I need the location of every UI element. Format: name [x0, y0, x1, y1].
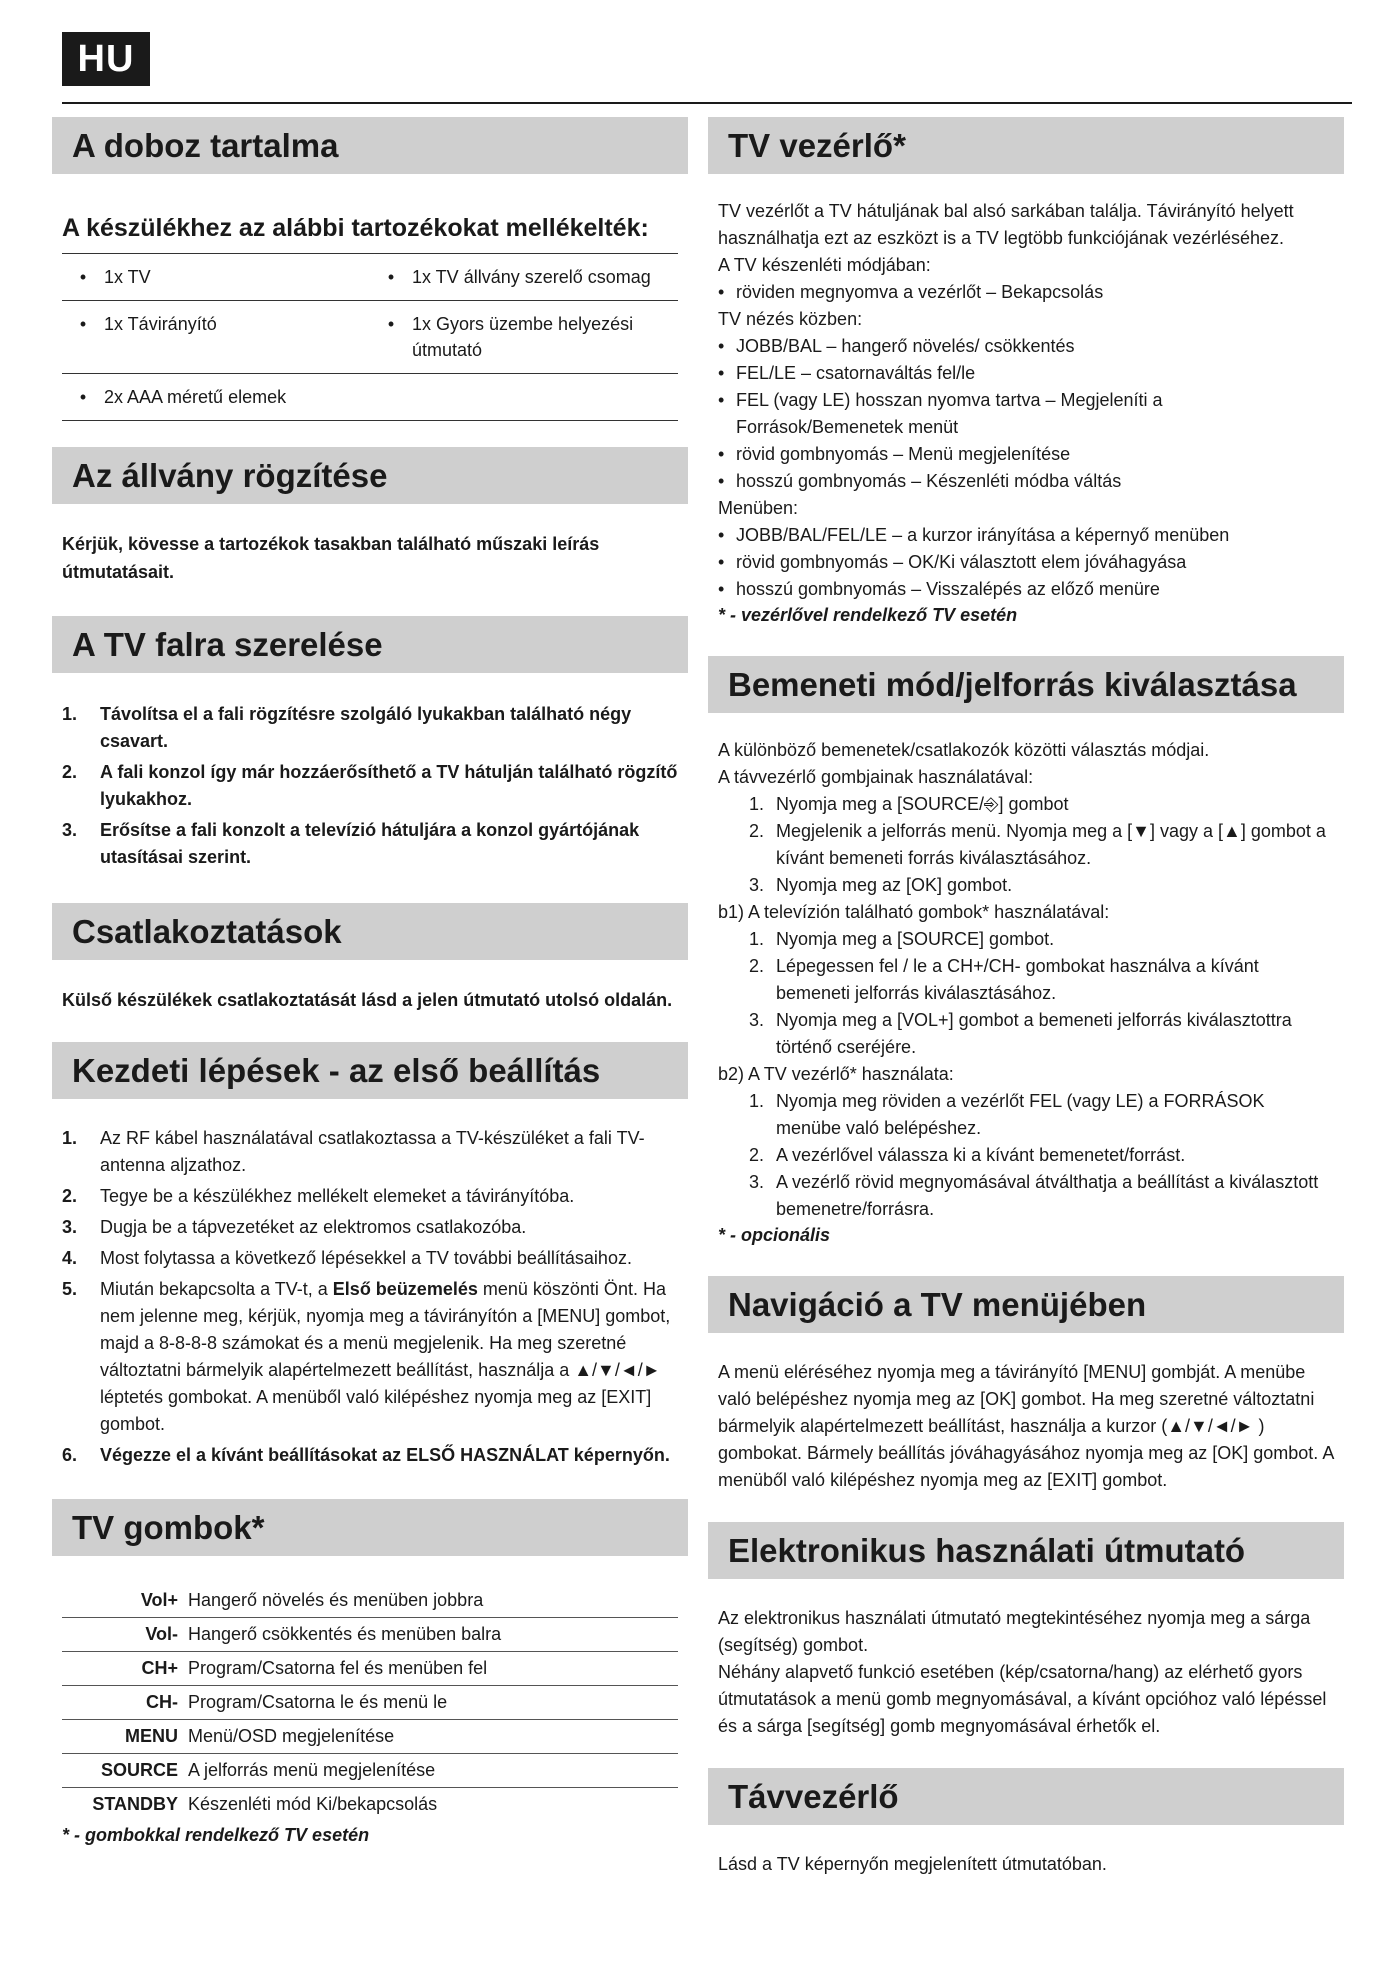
list-item: 2. A fali konzol így már hozzáerősíthető a TV hátulján található rögzítő lyukakhoz. [62, 762, 678, 809]
list-item: • rövid gombnyomás – OK/Ki választott elem jóváhagyása [718, 552, 1187, 572]
tv-buttons-note: * - gombokkal rendelkező TV esetén [62, 1825, 370, 1845]
table-row: • 1x Távirányító • 1x Gyors üzembe helyezési útmutató [62, 301, 678, 374]
list-item: 2. A vezérlővel válassza ki a kívánt bemenetet/forrást. [748, 1145, 1186, 1165]
list-item: • rövid gombnyomás – Menü megjelenítése [718, 444, 1071, 464]
tv-buttons-table [62, 1584, 678, 1821]
tv-controller-menu-heading: Menüben: [718, 498, 799, 518]
list-item: 2. Lépegessen fel / le a CH+/CH- gombokat használva a kívánt bemeneti jelforrás kiválasztásához. [748, 956, 1259, 1003]
box-contents-table [62, 253, 678, 421]
top-divider [62, 102, 1352, 104]
stand-text: Kérjük, kövesse a tartozékok tasakban található műszaki leírás útmutatásait. [62, 534, 600, 582]
table-row: Vol- Hangerő csökkentés és menüben balra [62, 1618, 678, 1652]
list-item: 2x AAA méretű elemek [104, 387, 287, 407]
table-row: CH+ Program/Csatorna fel és menüben fel [62, 1652, 678, 1686]
list-item: 1x TV állvány szerelő csomag [412, 267, 651, 287]
tv-buttons-heading: TV gombok* [52, 1499, 688, 1556]
remote-text: Lásd a TV képernyőn megjelenített útmutatóban. [718, 1854, 1107, 1874]
list-item: • JOBB/BAL/FEL/LE – a kurzor irányítása a képernyő menüben [718, 525, 1230, 545]
list-item: 3. Nyomja meg az [OK] gombot. [748, 875, 1013, 895]
tv-controller-standby-heading: A TV készenléti módjában: [718, 255, 931, 275]
list-item: 3. Nyomja meg a [VOL+] gombot a bemeneti jelforrás kiválasztottra történő cseréjére. [748, 1010, 1292, 1057]
language-badge: HU [62, 32, 150, 86]
list-item: 2. Megjelenik a jelforrás menü. Nyomja meg a [▼] vagy a [▲] gombot a kívánt bemeneti forrás kiválasztásához. [748, 821, 1326, 868]
wall-mount-steps [62, 701, 678, 871]
input-source-note: * - opcionális [718, 1225, 831, 1245]
tv-controller-watching-heading: TV nézés közben: [718, 309, 863, 329]
table-row: MENU Menü/OSD megjelenítése [62, 1720, 678, 1754]
table-row: CH- Program/Csatorna le és menü le [62, 1686, 678, 1720]
list-item: 1x Távirányító [104, 314, 217, 334]
right-column [708, 117, 1344, 1878]
list-item: 1x Gyors üzembe helyezési útmutató [412, 314, 634, 360]
first-setup-steps [62, 1125, 678, 1469]
input-source-tvbuttons-heading: b1) A televízión található gombok* használatával: [718, 902, 1110, 922]
stand-heading: Az állvány rögzítése [52, 447, 688, 504]
box-contents-subtitle: A készülékhez az alábbi tartozékokat mellékelték: [62, 214, 649, 242]
list-item: 1. Nyomja meg röviden a vezérlőt FEL (vagy LE) a FORRÁSOK menübe való belépéshez. [748, 1091, 1265, 1138]
input-source-remote-heading: A távvezérlő gombjainak használatával: [718, 767, 1034, 787]
list-item: 3. Dugja be a tápvezetéket az elektromos csatlakozóba. [62, 1217, 527, 1237]
list-item: 4. Most folytassa a következő lépésekkel a TV további beállításaihoz. [62, 1248, 632, 1268]
list-item: • FEL/LE – csatornaváltás fel/le [718, 363, 976, 383]
emanual-heading: Elektronikus használati útmutató [708, 1522, 1344, 1579]
list-item: 1. Nyomja meg a [SOURCE/⎆] gombot [748, 794, 1069, 814]
list-item: 1. Az RF kábel használatával csatlakoztassa a TV-készüléket a fali TV-antenna aljzathoz. [62, 1128, 645, 1175]
list-item: 3. Erősítse a fali konzolt a televízió hátuljára a konzol gyártójának utasításai szerint. [62, 820, 640, 867]
list-item: 2. Tegye be a készülékhez mellékelt elemeket a távirányítóba. [62, 1186, 575, 1206]
list-item: 1x TV [104, 267, 151, 287]
menu-navigation-heading: Navigáció a TV menüjében [708, 1276, 1344, 1333]
table-row: Vol+ Hangerő növelés és menüben jobbra [62, 1584, 678, 1618]
menu-navigation-text: A menü eléréséhez nyomja meg a távirányító [MENU] gombját. A menübe való belépéshez nyomja meg az [OK] gombot. Ha meg szeretné változtatni bármelyik alapértelmezett beállítást, használja a kurzor (▲/▼/◄/► ) gombokat. Bármely beállítás jóváhagyásához nyomja meg az [OK] gombot. A menüből való kilépéshez nyomja meg az [EXIT] gombot. [718, 1362, 1334, 1490]
list-item: • röviden megnyomva a vezérlőt – Bekapcsolás [718, 282, 1104, 302]
connections-heading: Csatlakoztatások [52, 903, 688, 960]
input-source-intro: A különböző bemenetek/csatlakozók közötti választás módjai. [718, 740, 1210, 760]
table-row: SOURCE A jelforrás menü megjelenítése [62, 1754, 678, 1788]
table-row: STANDBY Készenléti mód Ki/bekapcsolás [92, 1794, 438, 1814]
tv-controller-note: * - vezérlővel rendelkező TV esetén [718, 605, 1018, 625]
table-row: • 2x AAA méretű elemek [62, 374, 678, 421]
tv-controller-intro: TV vezérlőt a TV hátuljának bal alsó sarkában találja. Távirányító helyett használhatja ezt az eszközt is a TV legtöbb funkciójának vezérléséhez. [718, 201, 1294, 248]
table-row: • 1x TV • 1x TV állvány szerelő csomag [62, 254, 678, 301]
wall-mount-heading: A TV falra szerelése [52, 616, 688, 673]
list-item: 3. A vezérlő rövid megnyomásával átválthatja a beállítást a kiválasztott bemenetre/forrásra. [748, 1172, 1319, 1219]
list-item: • JOBB/BAL – hangerő növelés/ csökkentés [718, 336, 1075, 356]
list-item: 6. Végezze el a kívánt beállításokat az ELSŐ HASZNÁLAT képernyőn. [62, 1445, 670, 1465]
list-item: 1. Távolítsa el a fali rögzítésre szolgáló lyukakban található négy csavart. [62, 704, 632, 751]
list-item: • hosszú gombnyomás – Készenléti módba váltás [718, 471, 1122, 491]
list-item: • FEL (vagy LE) hosszan nyomva tartva – Megjeleníti a Források/Bemenetek menüt [718, 390, 1163, 437]
list-item: • hosszú gombnyomás – Visszalépés az előző menüre [718, 579, 1160, 599]
input-source-controller-heading: b2) A TV vezérlő* használata: [718, 1064, 954, 1084]
remote-heading: Távvezérlő [708, 1768, 1344, 1825]
list-item: 1. Nyomja meg a [SOURCE] gombot. [748, 929, 1055, 949]
emanual-text-1: Az elektronikus használati útmutató megtekintéséhez nyomja meg a sárga (segítség) gombot. [718, 1608, 1311, 1655]
connections-text: Külső készülékek csatlakoztatását lásd a jelen útmutató utolsó oldalán. [62, 990, 673, 1010]
first-setup-heading: Kezdeti lépések - az első beállítás [52, 1042, 688, 1099]
box-contents-heading: A doboz tartalma [52, 117, 688, 174]
input-source-heading: Bemeneti mód/jelforrás kiválasztása [708, 656, 1344, 713]
tv-controller-heading: TV vezérlő* [708, 117, 1344, 174]
emanual-text-2: Néhány alapvető funkció esetében (kép/csatorna/hang) az elérhető gyors útmutatások a menü gomb megnyomásával, a kívánt opcióhoz való lépéssel és a sárga [segítség] gomb megnyomásával érhetők el. [718, 1662, 1327, 1736]
left-column [52, 117, 688, 1846]
list-item: 5. Miután bekapcsolta a TV-t, a Első beüzemelés menü köszönti Önt. Ha nem jelenne meg, kérjük, nyomja meg a távirányítón a [MENU] gombot, majd a 8-8-8-8 számokat és a menü megjelenik. Ha meg szeretné változtatni bármelyik alapértelmezett beállítást, használja a ▲/▼/◄/► léptetés gombokat. A menüből való kilépéshez nyomja meg az [EXIT] gombot. [62, 1279, 671, 1434]
